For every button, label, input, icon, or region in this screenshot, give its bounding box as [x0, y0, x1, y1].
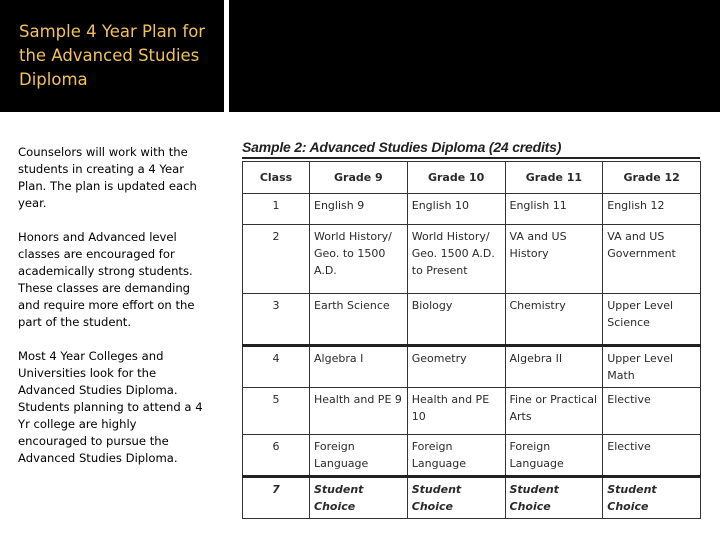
table-header-row — [243, 162, 701, 194]
table-cell: Earth Science — [310, 294, 408, 346]
plan-heading: Sample 2: Advanced Studies Diploma (24 credits) — [242, 139, 562, 155]
class-number: 1 — [243, 194, 310, 225]
class-number: 6 — [243, 435, 310, 477]
class-number: 2 — [243, 225, 310, 294]
table-cell: Health and PE 9 — [310, 388, 408, 435]
table-cell: Health and PE 10 — [407, 388, 505, 435]
table-cell: Elective — [603, 435, 701, 477]
table-row — [243, 294, 701, 346]
plan-table — [242, 161, 701, 519]
table-cell: Fine or Practical Arts — [505, 388, 603, 435]
table-cell: English 12 — [603, 194, 701, 225]
class-number: 4 — [243, 346, 310, 388]
paragraph-honors: Honors and Advanced level classes are encouraged for academically strong students. These classes are demanding and require more effort on the part of the student. — [18, 230, 195, 329]
paragraph-counselors: Counselors will work with the students in creating a 4 Year Plan. The plan is updated each year. — [18, 145, 197, 210]
class-number: 3 — [243, 294, 310, 346]
heading-rule — [242, 157, 700, 159]
table-cell: Student Choice — [407, 477, 505, 519]
table-cell: VA and US Government — [603, 225, 701, 294]
table-cell: Foreign Language — [505, 435, 603, 477]
table-cell: Upper Level Science — [603, 294, 701, 346]
table-cell: World History/ Geo. to 1500 A.D. — [310, 225, 408, 294]
title-bar-right-panel — [229, 0, 720, 112]
table-cell: World History/ Geo. 1500 A.D. to Present — [407, 225, 505, 294]
paragraph-colleges: Most 4 Year Colleges and Universities look for the Advanced Studies Diploma. Students planning to attend a 4 Yr college are highly encouraged to pursue the Advanced Studies Diploma. — [18, 349, 203, 465]
header-grade-11: Grade 11 — [505, 162, 603, 194]
class-number: 5 — [243, 388, 310, 435]
table-row — [243, 194, 701, 225]
table-cell: Algebra II — [505, 346, 603, 388]
table-cell: Foreign Language — [407, 435, 505, 477]
table-cell: English 9 — [310, 194, 408, 225]
table-row — [243, 388, 701, 435]
header-grade-12: Grade 12 — [603, 162, 701, 194]
header-grade-9: Grade 9 — [310, 162, 408, 194]
header-class: Class — [243, 162, 310, 194]
table-cell: Biology — [407, 294, 505, 346]
table-cell: Algebra I — [310, 346, 408, 388]
table-cell: Student Choice — [603, 477, 701, 519]
table-cell: Foreign Language — [310, 435, 408, 477]
slide-title: Sample 4 Year Plan for the Advanced Studies Diploma — [19, 22, 206, 89]
table-cell: VA and US History — [505, 225, 603, 294]
table-cell: English 10 — [407, 194, 505, 225]
header-grade-10: Grade 10 — [407, 162, 505, 194]
table-cell: Student Choice — [310, 477, 408, 519]
body-text — [18, 144, 208, 484]
class-number: 7 — [243, 477, 310, 519]
table-row — [243, 477, 701, 519]
table-cell: Geometry — [407, 346, 505, 388]
table-cell: Chemistry — [505, 294, 603, 346]
table-row — [243, 225, 701, 294]
table-row — [243, 346, 701, 388]
table-cell: Student Choice — [505, 477, 603, 519]
table-cell: Upper Level Math — [603, 346, 701, 388]
table-cell: Elective — [603, 388, 701, 435]
table-row — [243, 435, 701, 477]
table-cell: English 11 — [505, 194, 603, 225]
